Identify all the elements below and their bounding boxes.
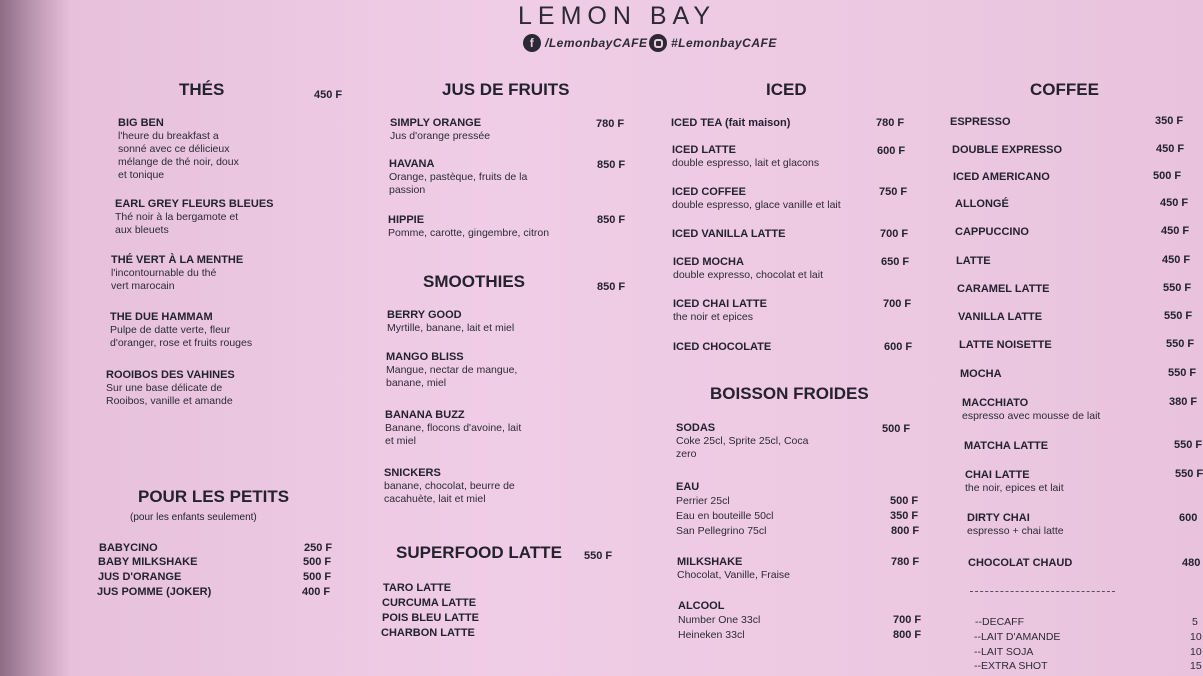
item-price: 450 F	[1162, 254, 1191, 266]
item-desc: Mangue, nectar de mangue,	[386, 364, 518, 376]
coffee-item-name: CAPPUCCINO	[955, 226, 1029, 238]
item-name: MACCHIATO	[962, 397, 1029, 409]
item-name: ROOIBOS DES VAHINES	[106, 369, 235, 381]
item-price: 800 F	[891, 525, 920, 537]
item-price: 780 F	[891, 556, 920, 568]
section-title-jus: JUS DE FRUITS	[442, 80, 570, 99]
instagram-handle	[649, 34, 777, 52]
item-desc: l'heure du breakfast a	[118, 130, 219, 142]
menu-item-havana	[389, 158, 527, 197]
item-price: 350 F	[1155, 115, 1184, 127]
petits-item-price: 500 F	[303, 571, 332, 583]
menu-item-earl-grey	[115, 198, 274, 237]
item-desc: mélange de thé noir, doux	[118, 156, 239, 168]
menu-item-rooibos	[106, 369, 235, 408]
menu-item-macchiato	[962, 397, 1100, 423]
item-desc: Sur une base délicate de	[106, 382, 223, 394]
superfood-item: POIS BLEU LATTE	[382, 612, 479, 624]
coffee-item-name: VANILLA LATTE	[958, 311, 1043, 323]
section-title-thes: THÉS	[179, 80, 225, 99]
item-desc: d'oranger, rose et fruits rouges	[110, 337, 253, 349]
item-price: 450 F	[1156, 143, 1185, 155]
menu-item-mango-bliss	[386, 351, 517, 390]
menu-item-big-ben	[118, 117, 239, 182]
item-price: 500 F	[890, 495, 919, 507]
item-price: 700 F	[893, 614, 922, 626]
item-price: 600 F	[877, 145, 906, 157]
item-name: EARL GREY FLEURS BLEUES	[115, 198, 274, 210]
menu-item-dirty-chai	[967, 512, 1064, 538]
thes-price: 450 F	[314, 89, 343, 101]
item-desc: et miel	[385, 435, 416, 447]
iced-item-name: ICED VANILLA LATTE	[672, 228, 786, 240]
alcool-item: Number One 33cl	[678, 614, 761, 626]
item-desc: Orange, pastèque, fruits de la	[389, 171, 528, 183]
extra-price: 5	[1192, 616, 1198, 628]
item-name: SNICKERS	[384, 467, 441, 479]
item-desc: et tonique	[118, 169, 165, 181]
extra-item: --EXTRA SHOT	[974, 660, 1048, 672]
item-desc: vert marocain	[111, 280, 175, 292]
coffee-item-name: ICED AMERICANO	[953, 171, 1050, 183]
smoothies-price: 850 F	[597, 281, 626, 293]
menu-item-hammam	[110, 311, 252, 350]
superfood-item: CURCUMA LATTE	[382, 597, 477, 609]
item-desc: passion	[389, 184, 426, 196]
item-name: DIRTY CHAI	[967, 512, 1030, 524]
extra-item: --DECAFF	[975, 616, 1024, 628]
item-desc: double expresso, chocolat et lait	[673, 269, 824, 281]
item-price: 800 F	[893, 629, 922, 641]
item-desc: the noir, epices et lait	[965, 482, 1064, 494]
facebook-handle	[523, 34, 648, 52]
facebook-icon: f	[523, 34, 541, 52]
section-title-iced: ICED	[766, 80, 807, 99]
extra-item: --LAIT D'AMANDE	[974, 631, 1061, 643]
item-desc: banane, miel	[386, 377, 447, 389]
item-price: 600	[1179, 512, 1198, 524]
item-name: BERRY GOOD	[387, 309, 462, 321]
item-price: 450 F	[1160, 197, 1189, 209]
item-name: SIMPLY ORANGE	[390, 117, 482, 129]
item-price: 380 F	[1169, 396, 1198, 408]
item-name: ICED LATTE	[672, 144, 736, 156]
coffee-item-name: MATCHA LATTE	[964, 440, 1049, 452]
section-title-superfood: SUPERFOOD LATTE	[396, 543, 562, 562]
item-name: ICED MOCHA	[673, 256, 744, 268]
menu-item-simply-orange	[390, 117, 490, 143]
item-desc: double espresso, glace vanille et lait	[672, 199, 841, 211]
petits-item-name: BABYCINO	[99, 542, 158, 554]
coffee-item-name: CHOCOLAT CHAUD	[968, 557, 1073, 569]
item-name: BIG BEN	[118, 117, 164, 129]
instagram-label: #LemonbayCAFE	[671, 36, 777, 50]
section-title-petits: POUR LES PETITS	[138, 487, 290, 506]
item-name: THÉ VERT À LA MENTHE	[111, 254, 244, 266]
extra-price: 10	[1190, 646, 1202, 658]
menu-item-berry-good	[387, 309, 514, 335]
item-name: MANGO BLISS	[386, 351, 464, 363]
eau-label: EAU	[676, 481, 700, 493]
menu-item-sodas	[676, 422, 808, 461]
menu-item-iced-coffee	[672, 186, 841, 212]
superfood-price: 550 F	[584, 550, 613, 562]
item-price: 750 F	[879, 186, 908, 198]
item-name: ICED CHAI LATTE	[673, 298, 767, 310]
item-desc: Banane, flocons d'avoine, lait	[385, 422, 522, 434]
item-desc: Rooibos, vanille et amande	[106, 395, 233, 407]
item-price: 700 F	[880, 228, 909, 240]
menu-item-chai-latte	[965, 469, 1064, 495]
coffee-item-name: CARAMEL LATTE	[957, 283, 1050, 295]
item-price: 550 F	[1163, 282, 1192, 294]
coffee-item-name: LATTE NOISETTE	[959, 339, 1052, 351]
menu-item-milkshake	[677, 556, 790, 582]
item-price: 550 F	[1174, 439, 1203, 451]
item-name: ICED COFFEE	[672, 186, 746, 198]
menu-item-snickers	[384, 467, 515, 506]
item-name: HAVANA	[389, 158, 435, 170]
item-desc: Pomme, carotte, gingembre, citron	[388, 227, 550, 239]
extras-divider	[970, 591, 1115, 592]
superfood-item: CHARBON LATTE	[381, 627, 475, 639]
coffee-item-name: DOUBLE EXPRESSO	[952, 144, 1063, 156]
petits-item-price: 250 F	[304, 542, 333, 554]
item-desc: l'incontournable du thé	[111, 267, 217, 279]
item-desc: Thé noir à la bergamote et	[115, 211, 239, 223]
menu-item-iced-mocha	[673, 256, 823, 282]
menu-item-the-vert	[111, 254, 243, 293]
petits-item-name: BABY MILKSHAKE	[98, 556, 198, 568]
coffee-item-name: MOCHA	[960, 368, 1002, 380]
extra-price: 10	[1190, 631, 1202, 643]
coffee-item-name: ESPRESSO	[950, 116, 1011, 128]
item-price: 650 F	[881, 256, 910, 268]
item-price: 550 F	[1166, 338, 1195, 350]
item-desc: cacahuète, lait et miel	[384, 493, 486, 505]
item-price: 700 F	[883, 298, 912, 310]
coffee-item-name: ALLONGÉ	[955, 198, 1009, 210]
item-price: 500 F	[882, 423, 911, 435]
instagram-icon	[649, 34, 667, 52]
menu-item-iced-latte	[672, 144, 819, 170]
eau-item: Perrier 25cl	[676, 495, 730, 507]
item-name: HIPPIE	[388, 214, 425, 226]
item-name: BANANA BUZZ	[385, 409, 465, 421]
item-desc: sonné avec ce délicieux	[118, 143, 230, 155]
extra-item: --LAIT SOJA	[974, 646, 1034, 658]
item-price: 550 F	[1175, 468, 1203, 480]
item-price: 600 F	[884, 341, 913, 353]
item-desc: espresso avec mousse de lait	[962, 410, 1101, 422]
brand-logo: LEMON BAY	[518, 2, 717, 30]
iced-item-name: ICED TEA (fait maison)	[671, 117, 791, 129]
item-price: 780 F	[596, 118, 625, 130]
item-price: 480	[1182, 557, 1201, 569]
petits-item-name: JUS D'ORANGE	[98, 571, 182, 583]
menu-item-hippie	[388, 214, 549, 240]
menu-item-banana-buzz	[385, 409, 521, 448]
item-desc: zero	[676, 448, 697, 460]
petits-item-name: JUS POMME (JOKER)	[97, 586, 212, 598]
petits-item-price: 400 F	[302, 586, 331, 598]
item-name: MILKSHAKE	[677, 556, 743, 568]
item-desc: Chocolat, Vanille, Fraise	[677, 569, 791, 581]
eau-item: San Pellegrino 75cl	[676, 525, 767, 537]
petits-subtitle: (pour les enfants seulement)	[130, 512, 257, 523]
item-desc: Coke 25cl, Sprite 25cl, Coca	[676, 435, 809, 447]
petits-item-price: 500 F	[303, 556, 332, 568]
item-desc: aux bleuets	[115, 224, 169, 236]
item-price: 500 F	[1153, 170, 1182, 182]
section-title-froides: BOISSON FROIDES	[710, 384, 869, 403]
coffee-item-name: LATTE	[956, 255, 991, 267]
item-price: 850 F	[597, 159, 626, 171]
facebook-label: /LemonbayCAFE	[545, 36, 648, 50]
eau-item: Eau en bouteille 50cl	[676, 510, 774, 522]
alcool-label: ALCOOL	[678, 600, 725, 612]
item-name: CHAI LATTE	[965, 469, 1030, 481]
item-price: 550 F	[1168, 367, 1197, 379]
section-title-coffee: COFFEE	[1030, 80, 1099, 99]
item-desc: espresso + chai latte	[967, 525, 1064, 537]
section-title-smoothies: SMOOTHIES	[423, 272, 526, 291]
iced-item-name: ICED CHOCOLATE	[673, 341, 772, 353]
item-price: 450 F	[1161, 225, 1190, 237]
superfood-item: TARO LATTE	[383, 582, 452, 594]
extra-price: 15	[1190, 660, 1202, 672]
item-name: SODAS	[676, 422, 716, 434]
item-desc: banane, chocolat, beurre de	[384, 480, 515, 492]
item-desc: double espresso, lait et glacons	[672, 157, 820, 169]
item-price: 350 F	[890, 510, 919, 522]
item-price: 780 F	[876, 117, 905, 129]
item-desc: the noir et epices	[673, 311, 753, 323]
menu-item-iced-chai	[673, 298, 767, 324]
item-desc: Pulpe de datte verte, fleur	[110, 324, 231, 336]
item-price: 850 F	[597, 214, 626, 226]
item-desc: Jus d'orange pressée	[390, 130, 491, 142]
item-desc: Myrtille, banane, lait et miel	[387, 322, 515, 334]
item-price: 550 F	[1164, 310, 1193, 322]
alcool-item: Heineken 33cl	[678, 629, 745, 641]
item-name: THE DUE HAMMAM	[110, 311, 213, 323]
